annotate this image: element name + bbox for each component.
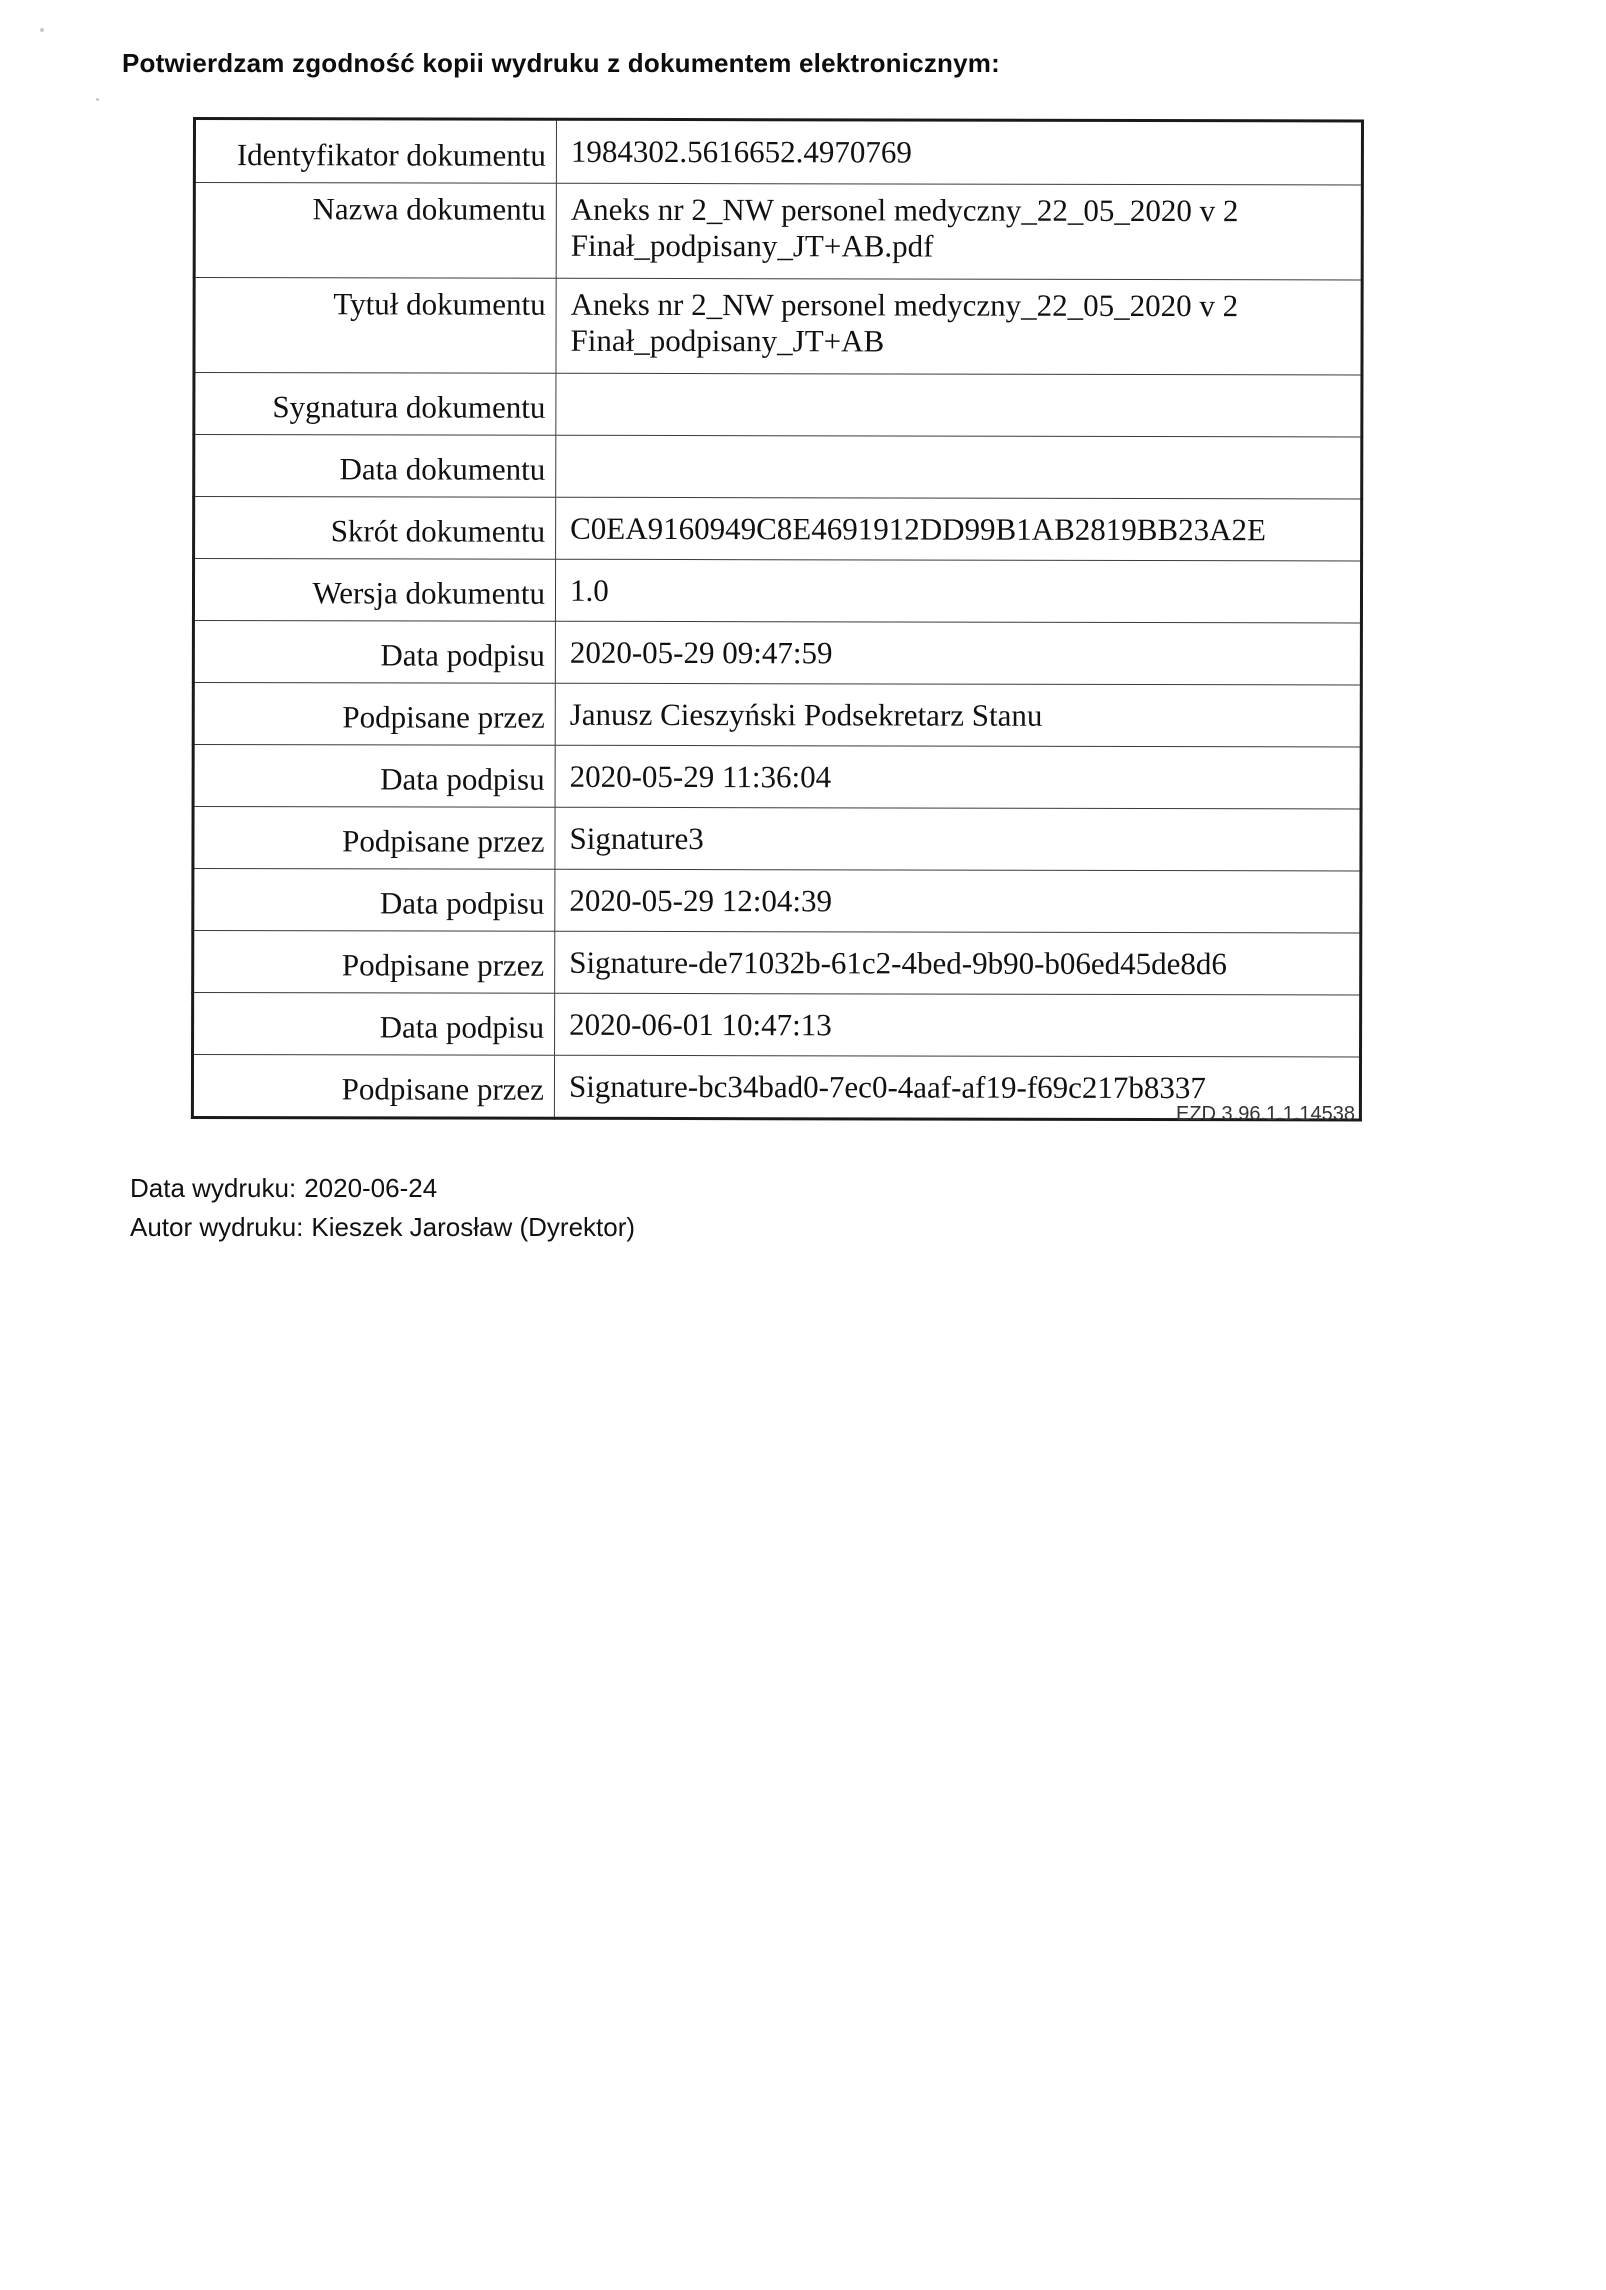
- row-value-document-id: 1984302.5616652.4970769: [556, 119, 1362, 185]
- row-label-document-version: Wersja dokumentu: [193, 559, 555, 622]
- scan-speck: [96, 98, 99, 101]
- row-value-document-title: Aneks nr 2_NW personel medyczny_22_05_2020 v 2 Finał_podpisany_JT+AB: [556, 278, 1362, 375]
- print-date-line: [130, 1173, 437, 1204]
- table-row: [193, 683, 1361, 747]
- table-row: [193, 745, 1361, 809]
- table-row: [194, 373, 1362, 437]
- table-row: [194, 497, 1362, 561]
- table-row: [193, 621, 1361, 685]
- print-date-label: Data wydruku:: [130, 1173, 297, 1203]
- row-value-signature-date: 2020-05-29 11:36:04: [555, 745, 1361, 809]
- confirmation-heading: Potwierdzam zgodność kopii wydruku z dokumentem elektronicznym:: [122, 48, 1000, 78]
- row-value-signature-date: 2020-06-01 10:47:13: [555, 993, 1361, 1057]
- scan-speck: [40, 28, 44, 32]
- table-row: [194, 119, 1362, 185]
- row-label-document-id: Identyfikator dokumentu: [194, 119, 556, 184]
- row-value-signed-by: Signature-de71032b-61c2-4bed-9b90-b06ed45de8d6: [555, 931, 1361, 995]
- row-label-document-signature-ref: Sygnatura dokumentu: [194, 373, 556, 436]
- table-row: [193, 993, 1361, 1057]
- row-value-signed-by: Signature-bc34bad0-7ec0-4aaf-af19-f69c217b8337: [554, 1055, 1360, 1120]
- row-label-signed-by: Podpisane przez: [193, 683, 555, 746]
- row-value-signature-date: 2020-05-29 12:04:39: [555, 869, 1361, 933]
- row-value-document-date: [556, 435, 1362, 499]
- row-label-signed-by: Podpisane przez: [193, 931, 555, 994]
- row-label-document-date: Data dokumentu: [194, 435, 556, 498]
- table-row: [193, 559, 1361, 623]
- table-row: [194, 435, 1362, 499]
- ezd-version-stamp: EZD 3.96.1.1.14538: [1176, 1103, 1356, 1125]
- row-label-signature-date: Data podpisu: [193, 621, 555, 684]
- row-value-signed-by: Signature3: [555, 807, 1361, 871]
- print-author-line: [130, 1212, 635, 1243]
- row-label-signature-date: Data podpisu: [193, 745, 555, 808]
- table-row: [194, 183, 1362, 280]
- row-label-signed-by: Podpisane przez: [192, 1055, 554, 1119]
- row-label-document-hash: Skrót dokumentu: [194, 497, 556, 560]
- row-value-document-version: 1.0: [555, 559, 1361, 623]
- row-label-signature-date: Data podpisu: [193, 869, 555, 932]
- row-label-signed-by: Podpisane przez: [193, 807, 555, 870]
- row-value-signature-date: 2020-05-29 09:47:59: [555, 621, 1361, 685]
- row-value-signed-by: Janusz Cieszyński Podsekretarz Stanu: [555, 683, 1361, 747]
- print-author-value: Kieszek Jarosław (Dyrektor): [311, 1212, 636, 1242]
- table-row: [194, 278, 1362, 375]
- print-author-label: Autor wydruku:: [130, 1212, 304, 1242]
- row-value-document-signature-ref: [556, 373, 1362, 437]
- row-label-signature-date: Data podpisu: [193, 993, 555, 1056]
- table-row: [193, 807, 1361, 871]
- document-metadata-table: [191, 117, 1364, 1121]
- row-value-document-hash: C0EA9160949C8E4691912DD99B1AB2819BB23A2E: [556, 497, 1362, 561]
- row-label-document-name: Nazwa dokumentu: [194, 183, 556, 279]
- row-label-document-title: Tytuł dokumentu: [194, 278, 556, 374]
- row-value-document-name: Aneks nr 2_NW personel medyczny_22_05_2020 v 2 Finał_podpisany_JT+AB.pdf: [556, 183, 1362, 280]
- print-date-value: 2020-06-24: [304, 1173, 438, 1203]
- table-row: [193, 931, 1361, 995]
- table-row: [193, 869, 1361, 933]
